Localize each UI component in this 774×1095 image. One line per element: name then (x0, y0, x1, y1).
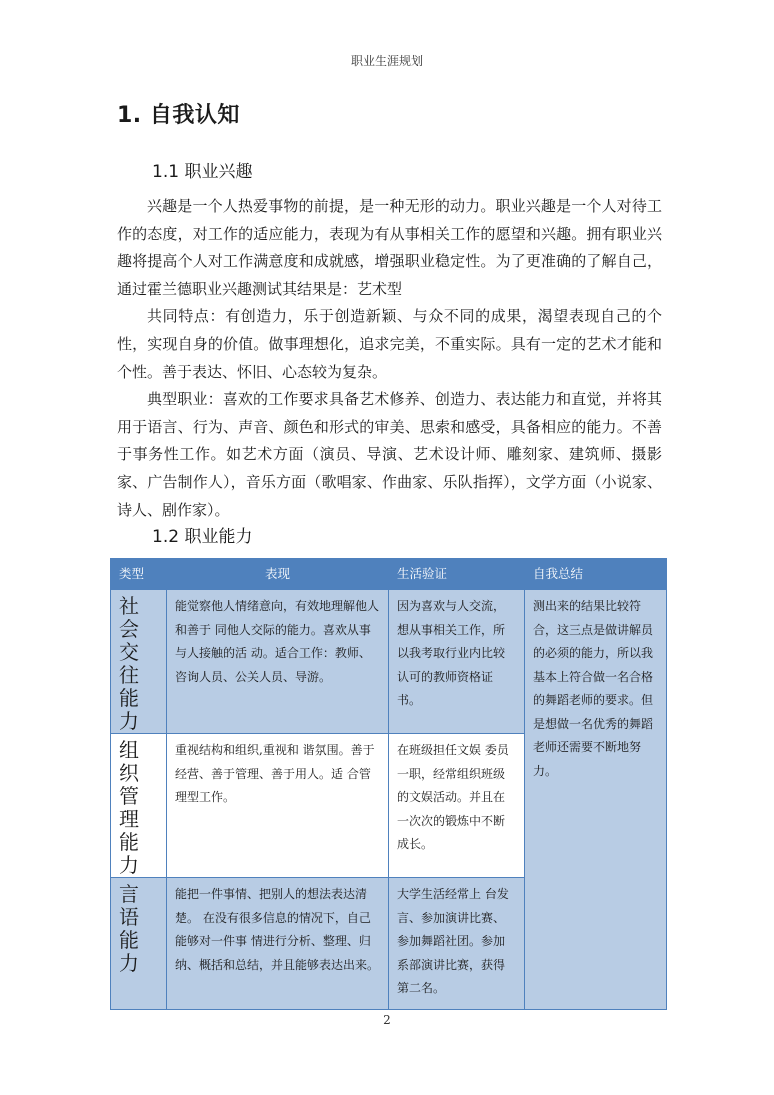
subsection-heading-career-ability: 1.2 职业能力 (152, 527, 253, 547)
running-header: 职业生涯规划 (350, 54, 423, 68)
performance-cell: 重视结构和组织,重视和 谐氛围。善于经营、善于管理、善于用人。适 合管理型工作。 (167, 734, 389, 878)
page-number: 2 (383, 1013, 391, 1027)
header-performance: 表现 (167, 559, 389, 590)
type-cell: 社会交往能力 (111, 590, 167, 734)
performance-cell: 能觉察他人情绪意向，有效地理解他人和善于 同他人交际的能力。喜欢从事与人接触的活 动。适合工作：教师、 咨询人员、公关人员、导游。 (167, 590, 389, 734)
verification-cell: 因为喜欢与人交流，想从事相关工作，所以我考取行业内比较认可的教师资格证书。 (389, 590, 525, 734)
header-summary: 自我总结 (525, 559, 667, 590)
performance-cell: 能把一件事情、把别人的想法表达清楚。 在没有很多信息的情况下，自己能够对一件事 情进行分析、整理、归 纳、概括和总结，并且能够表达出来。 (167, 878, 389, 1010)
type-cell: 组织管理能力 (111, 734, 167, 878)
paragraph-interest-intro: 兴趣是一个人热爱事物的前提，是一种无形的动力。职业兴趣是一个人对待工作的态度，对工作的适应能力，表现为有从事相关工作的愿望和兴趣。拥有职业兴趣将提高个人对工作满意度和成就感，增强职业稳定性。为了更准确的了解自己，通过霍兰德职业兴趣测试其结果是：艺术型 (117, 197, 662, 298)
paragraph-typical-careers: 典型职业：喜欢的工作要求具备艺术修养、创造力、表达能力和直觉，并将其用于语言、行为、声音、颜色和形式的审美、思索和感受，具备相应的能力。不善于事务性工作。如艺术方面（演员、导演、艺术设计师、雕刻家、建筑师、摄影家、广告制作人），音乐方面（歌唱家、作曲家、乐队指挥），文学方面（小说家、诗人、剧作家）。 (117, 390, 662, 519)
header-verification: 生活验证 (389, 559, 525, 590)
paragraph-common-traits: 共同特点：有创造力，乐于创造新颖、与众不同的成果，渴望表现自己的个性，实现自身的价值。做事理想化，追求完美，不重实际。具有一定的艺术才能和个性。善于表达、怀旧、心态较为复杂。 (117, 307, 662, 381)
table-row (111, 590, 667, 734)
type-cell: 言语能力 (111, 878, 167, 1010)
header-type: 类型 (111, 559, 167, 590)
ability-table (110, 558, 667, 1010)
verification-cell: 在班级担任文娱 委员一职，经常组织班级的文娱活动。并且在一次次的锻炼中不断成长。 (389, 734, 525, 878)
table-header-row (111, 559, 667, 590)
section-heading-self-awareness: 1. 自我认知 (117, 103, 240, 128)
verification-cell: 大学生活经常上 台发言、参加演讲比赛、参加舞蹈社团。参加系部演讲比赛，获得第二名。 (389, 878, 525, 1010)
summary-cell: 测出来的结果比较符合，这三点是做讲解员的必须的能力，所以我基本上符合做一名合格的舞蹈老师的要求。但是想做一名优秀的舞蹈老师还需要不断地努力。 (525, 590, 667, 1010)
subsection-heading-career-interest: 1.1 职业兴趣 (152, 162, 253, 182)
interest-body-text (117, 193, 662, 524)
